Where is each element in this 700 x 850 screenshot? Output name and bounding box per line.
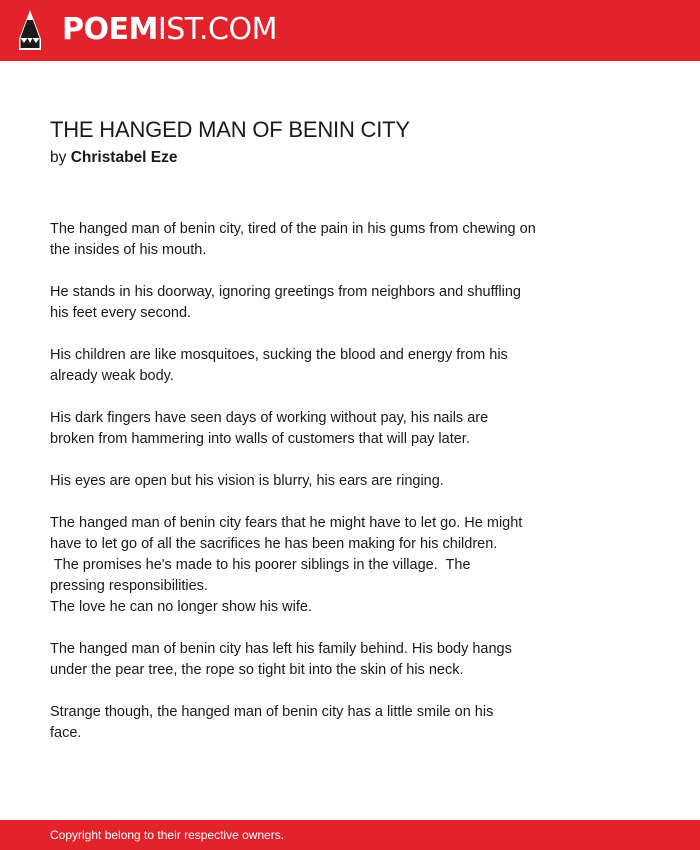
poem-line: His dark fingers have seen days of working without pay, his nails are <box>50 410 489 426</box>
poem-line: The love he can no longer show his wife. <box>50 599 312 615</box>
stanza <box>50 282 610 324</box>
poem-line: The hanged man of benin city has left his family behind. His body hangs <box>50 641 512 657</box>
stanza <box>50 471 610 492</box>
poem-line: The promises he's made to his poorer siblings in the village. The <box>50 557 471 573</box>
stanza <box>50 219 610 261</box>
poem-line: His children are like mosquitoes, sucking the blood and energy from his <box>50 347 508 363</box>
stanza <box>50 513 610 618</box>
site-footer <box>0 820 700 850</box>
pencil-tip-icon <box>18 9 42 51</box>
poem-line: The hanged man of benin city fears that he might have to let go. He might <box>50 515 523 531</box>
poem-line: The hanged man of benin city, tired of the pain in his gums from chewing on <box>50 221 536 237</box>
logo-light-text: IST.COM <box>157 12 277 47</box>
poem-line: under the pear tree, the rope so tight bit into the skin of his neck. <box>50 662 464 678</box>
byline <box>50 149 178 167</box>
stanza <box>50 408 610 450</box>
poem-line: already weak body. <box>50 368 174 384</box>
author-name: Christabel Eze <box>70 149 178 166</box>
stanza <box>50 639 610 681</box>
poem-line: Strange though, the hanged man of benin city has a little smile on his <box>50 704 494 720</box>
poem-line: broken from hammering into walls of customers that will pay later. <box>50 431 470 447</box>
by-label: by <box>50 149 67 166</box>
poem-line: pressing responsibilities. <box>50 578 208 594</box>
poem-title: THE HANGED MAN OF BENIN CITY <box>50 117 410 142</box>
poem-line: have to let go of all the sacrifices he has been making for his children. <box>50 536 498 552</box>
copyright-text: Copyright belong to their respective owners. <box>50 828 285 842</box>
poem-line: face. <box>50 725 82 741</box>
poem-body <box>50 219 610 765</box>
stanza <box>50 702 610 744</box>
site-header <box>0 0 700 61</box>
site-logo[interactable] <box>62 12 277 48</box>
poem-line: his feet every second. <box>50 305 192 321</box>
poem-line: He stands in his doorway, ignoring greetings from neighbors and shuffling <box>50 284 521 300</box>
logo-bold-text: POEM <box>62 12 158 47</box>
stanza <box>50 345 610 387</box>
poem-line: the insides of his mouth. <box>50 242 207 258</box>
poem-line: His eyes are open but his vision is blurry, his ears are ringing. <box>50 473 444 489</box>
